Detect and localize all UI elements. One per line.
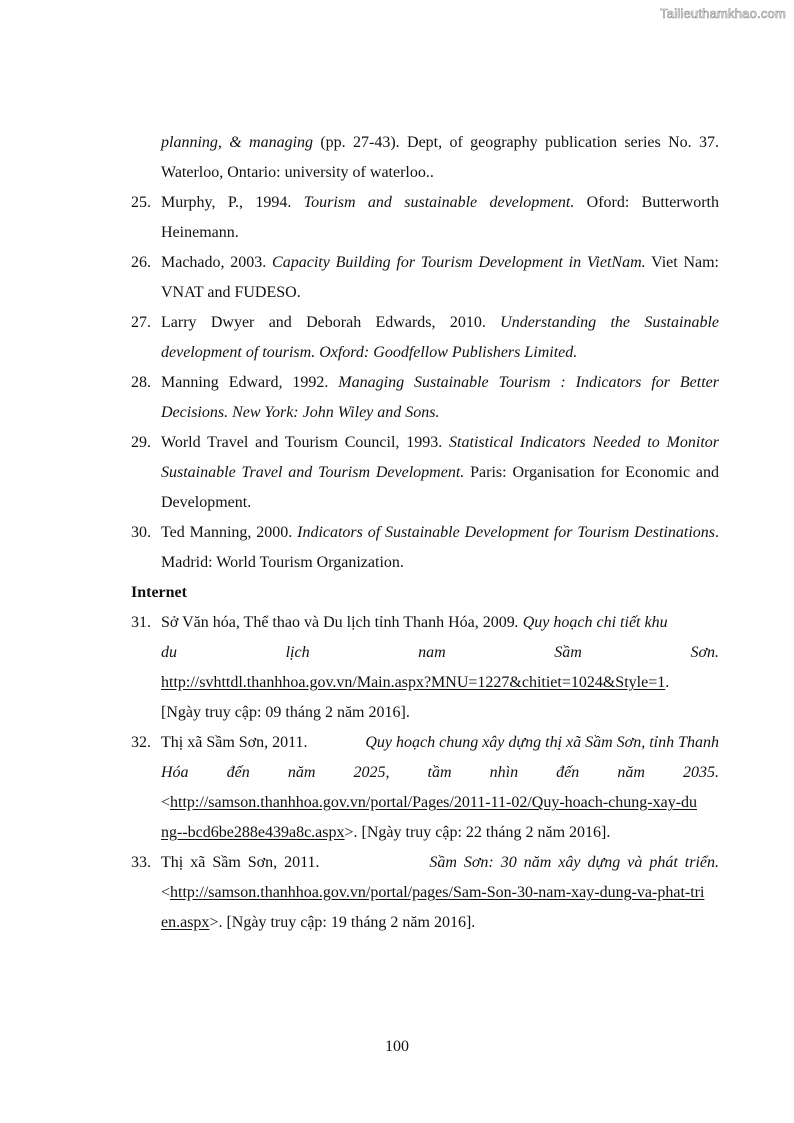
ref32-title-word: nhìn [489, 764, 519, 781]
reference-28 [131, 368, 719, 428]
reference-24-continuation [131, 128, 719, 188]
ref32-line-3 [161, 788, 701, 848]
ref25-number: 25. [131, 194, 151, 211]
ref31-title-word: Sơn. [690, 644, 719, 661]
ref28-separator: , [278, 374, 283, 391]
ref26-number: 26. [131, 254, 151, 271]
ref28-year: 1992. [282, 374, 339, 391]
ref30-number: 30. [131, 524, 151, 541]
page-number: 100 [385, 1038, 409, 1055]
ref32-after-link: >. [Ngày truy cập: 22 tháng 2 năm 2016]. [344, 824, 611, 841]
ref28-author: Manning Edward [161, 374, 279, 391]
ref33-open-bracket: < [161, 884, 171, 901]
ref32-title-word: đến [556, 764, 580, 781]
ref32-title-part1: Quy hoạch chung xây dựng thị xã Sầm Sơn, tỉnh Thanh [365, 734, 719, 751]
ref32-title-word: năm [617, 764, 645, 781]
reference-31 [131, 608, 719, 728]
ref29-author: World Travel and Tourism Council [161, 434, 396, 451]
ref27-author: Larry Dwyer and Deborah Edwards, 2010. [161, 314, 501, 331]
ref32-line-2 [161, 758, 719, 788]
ref31-title-word: du [161, 644, 177, 661]
ref27-number: 27. [131, 314, 151, 331]
ref26-publisher: Viet Nam: VNAT and FUDESO. [161, 254, 720, 301]
watermark: Tailieuthamkhao.com [660, 6, 786, 21]
ref32-link[interactable]: http://samson.thanhhoa.gov.vn/portal/Pages/2011-11-02/Quy-hoach-chung-xay-dung--bcd6be288e439a8c.aspx [161, 794, 698, 841]
ref29-number: 29. [131, 434, 151, 451]
ref31-link[interactable]: http://svhttdl.thanhhoa.gov.vn/Main.aspx?MNU=1227&chitiet=1024&Style=1 [161, 674, 666, 691]
ref25-publisher: Oford: Butterworth Heinemann. [161, 194, 719, 241]
ref29-title: Statistical Indicators Needed to Monitor Sustainable Travel and Tourism Development. [161, 434, 719, 481]
ref30-title: Indicators of Sustainable Development for Tourism Destinations [297, 524, 715, 541]
ref31-author: Sở Văn hóa, Thể thao và Du lịch tỉnh Thanh Hóa, 2009 [161, 614, 515, 631]
ref32-title-word: Hóa [161, 764, 189, 781]
ref32-title-word: 2035. [682, 764, 719, 781]
ref30-publisher: . Madrid: World Tourism Organization. [161, 524, 719, 571]
ref24-details: (pp. 27-43). Dept, of geography publication series No. 37. Waterloo, Ontario: university of waterloo.. [161, 134, 719, 181]
ref32-line-1 [161, 728, 719, 758]
reference-25 [131, 188, 719, 248]
ref25-author: Murphy, P., 1994. [161, 194, 304, 211]
ref30-author: Ted Manning, 2000. [161, 524, 298, 541]
ref31-after-link: . [665, 674, 670, 691]
ref32-open-bracket: < [161, 794, 171, 811]
ref31-title-word: Sầm [554, 644, 582, 661]
ref28-title: Managing Sustainable Tourism : Indicators for Better Decisions. New York: John Wiley and Sons. [161, 374, 720, 421]
ref26-author: Machado, 2003. [161, 254, 273, 271]
ref32-author: Thị xã Sầm Sơn, 2011. [161, 734, 308, 751]
ref28-number: 28. [131, 374, 151, 391]
ref31-line-3 [161, 668, 719, 698]
ref31-access-date: [Ngày truy cập: 09 tháng 2 năm 2016]. [161, 704, 410, 721]
ref31-title-word: nam [418, 644, 446, 661]
ref24-title: planning, & managing [161, 134, 314, 151]
ref32-number: 32. [131, 734, 151, 751]
reference-27 [131, 308, 719, 368]
ref31-number: 31. [131, 614, 151, 631]
ref29-publisher: Paris: Organisation for Economic and Development. [161, 464, 719, 511]
ref32-title-word: năm [287, 764, 316, 781]
ref31-title-word: lịch [285, 644, 310, 661]
ref27-title: Understanding the Sustainable development of tourism. Oxford: Goodfellow Publishers Limited. [161, 314, 719, 361]
ref33-title: Sầm Sơn: 30 năm xây dựng và phát triển. [429, 854, 719, 871]
reference-32 [131, 728, 719, 848]
reference-list [131, 128, 719, 938]
section-heading-internet: Internet [131, 584, 187, 601]
ref25-title: Tourism and sustainable development. [303, 194, 575, 211]
ref33-after-link: >. [Ngày truy cập: 19 tháng 2 năm 2016]. [209, 914, 476, 931]
reference-29 [131, 428, 719, 518]
reference-26 [131, 248, 719, 308]
ref33-line-2 [161, 878, 706, 938]
ref26-title: Capacity Building for Tourism Development in VietNam. [272, 254, 646, 271]
ref31-line-1 [161, 608, 719, 638]
ref29-year: 1993. [399, 434, 450, 451]
ref32-title-word: tầm [427, 764, 452, 781]
ref33-line-1 [161, 848, 719, 878]
ref32-title-word: 2025, [353, 764, 390, 781]
ref31-line-2 [161, 638, 719, 668]
reference-33 [131, 848, 719, 938]
ref32-title-word: đến [226, 764, 250, 781]
ref29-separator: , [395, 434, 400, 451]
ref33-author: Thị xã Sầm Sơn, 2011. [161, 854, 320, 871]
ref33-link[interactable]: http://samson.thanhhoa.gov.vn/portal/pages/Sam-Son-30-nam-xay-dung-va-phat-trien.aspx [161, 884, 705, 931]
ref33-number: 33. [131, 854, 151, 871]
ref31-title-part1: . Quy hoạch chi tiết khu [514, 614, 668, 631]
reference-30 [131, 518, 719, 578]
